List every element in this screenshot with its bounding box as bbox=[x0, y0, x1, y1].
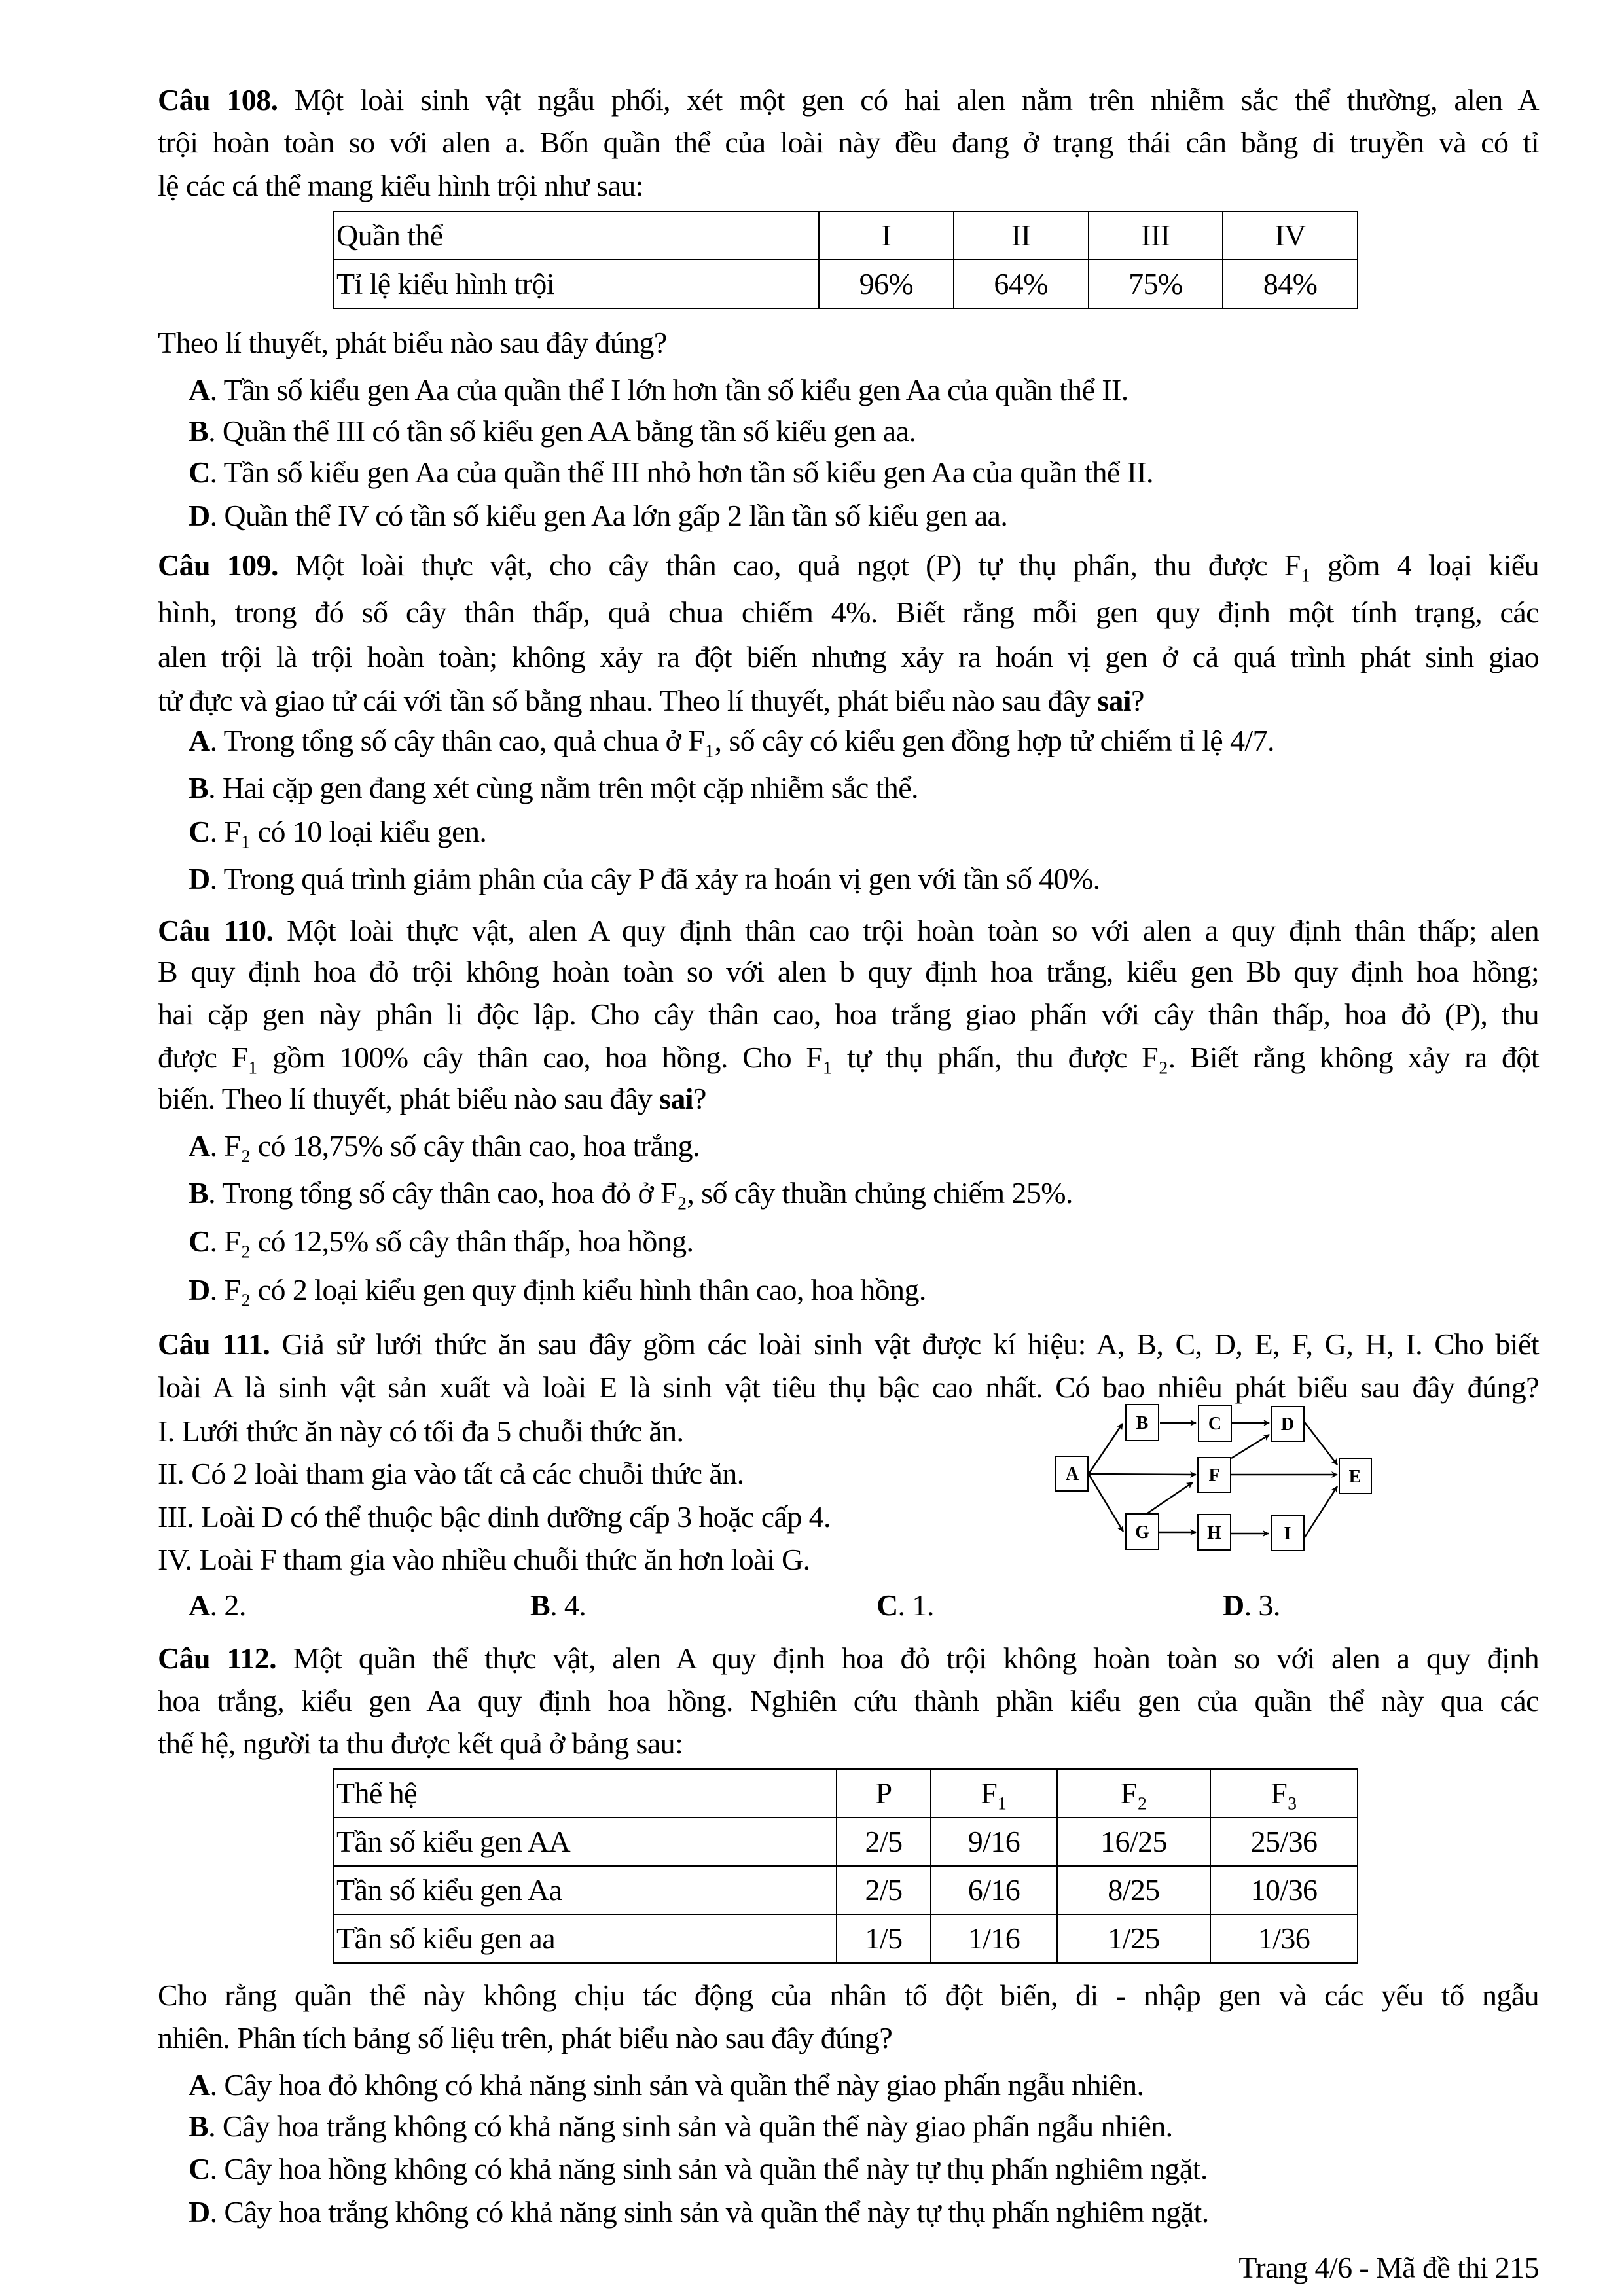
option-d[interactable] bbox=[189, 858, 1539, 900]
option-letter: C bbox=[189, 456, 210, 489]
option-text: . Cây hoa đỏ không có khả năng sinh sản và quần thể này giao phấn ngẫu nhiên. bbox=[209, 2068, 1144, 2102]
option-text: . F₁ có 10 loại kiểu gen. bbox=[209, 815, 487, 848]
question-text: hai cặp gen này phân li độc lập. Cho cây thân cao, hoa trắng giao phấn với cây thân thấp, hoa đỏ (P), thu bbox=[158, 997, 1539, 1031]
question-text: Một loài sinh vật ngẫu phối, xét một gen có hai alen nằm trên nhiễm sắc thể thường, alen A bbox=[294, 83, 1539, 117]
statement: II. Có 2 loài tham gia vào tất cả các chuỗi thức ăn. bbox=[158, 1457, 744, 1490]
table-row bbox=[333, 1866, 1358, 1914]
option-text: . Tần số kiểu gen Aa của quần thể I lớn hơn tần số kiểu gen Aa của quần thể II. bbox=[209, 373, 1128, 406]
option-text: . Hai cặp gen đang xét cùng nằm trên một cặp nhiễm sắc thể. bbox=[208, 771, 918, 804]
table-cell: F₂ bbox=[1057, 1769, 1210, 1818]
option-letter: A bbox=[189, 373, 210, 406]
answer-b[interactable] bbox=[530, 1585, 727, 1626]
option-text: . Tần số kiểu gen Aa của quần thể III nhỏ hơn tần số kiểu gen Aa của quần thể II. bbox=[209, 456, 1153, 489]
table-cell: Thế hệ bbox=[333, 1769, 837, 1818]
table-cell: 75% bbox=[1089, 260, 1223, 308]
genotype-frequency-table bbox=[333, 1768, 1358, 1964]
arrow-a-b bbox=[1089, 1424, 1123, 1474]
table-cell: IV bbox=[1223, 211, 1358, 260]
question-text: biến. Theo lí thuyết, phát biểu nào sau đây bbox=[158, 1082, 660, 1115]
page-footer: Trang 4/6 - Mã đề thi 215 bbox=[1238, 2251, 1539, 2284]
option-text: . Trong quá trình giảm phân của cây P đã xảy ra hoán vị gen với tần số 40%. bbox=[209, 862, 1100, 895]
option-letter: D bbox=[189, 862, 210, 895]
arrow-a-g bbox=[1089, 1474, 1123, 1532]
question-label: Câu 111. bbox=[158, 1327, 270, 1361]
question-112-line bbox=[158, 1638, 1539, 1679]
question-text: nhiên. Phân tích bảng số liệu trên, phát biểu nào sau đây đúng? bbox=[158, 2021, 893, 2054]
option-b[interactable] bbox=[189, 410, 1539, 452]
option-letter: B bbox=[189, 771, 209, 804]
option-text: . Quần thể IV có tần số kiểu gen Aa lớn gấp 2 lần tần số kiểu gen aa. bbox=[209, 499, 1008, 532]
option-text: . F₂ có 18,75% số cây thân cao, hoa trắng. bbox=[209, 1129, 700, 1162]
arrow-a-f bbox=[1089, 1474, 1196, 1475]
question-text: alen trội là trội hoàn toàn; không xảy ra đột biến nhưng xảy ra hoán vị gen ở cả quá trình phát sinh giao bbox=[158, 640, 1539, 673]
option-text: . Quần thể III có tần số kiểu gen AA bằng tần số kiểu gen aa. bbox=[208, 414, 916, 448]
option-text: . Cây hoa trắng không có khả năng sinh sản và quần thể này giao phấn ngẫu nhiên. bbox=[208, 2109, 1173, 2143]
question-text: thế hệ, người ta thu được kết quả ở bảng sau: bbox=[158, 1727, 683, 1760]
option-letter: C bbox=[876, 1588, 898, 1622]
emphasis: sai bbox=[659, 1082, 693, 1115]
table-row bbox=[333, 1914, 1358, 1963]
option-letter: B bbox=[189, 1176, 209, 1210]
table-cell: P bbox=[837, 1769, 931, 1818]
table-cell: 1/16 bbox=[931, 1914, 1057, 1963]
question-text: tử đực và giao tử cái với tần số bằng nhau. Theo lí thuyết, phát biểu nào sau đây bbox=[158, 684, 1098, 717]
question-label: Câu 110. bbox=[158, 914, 274, 947]
table-cell: 1/25 bbox=[1057, 1914, 1210, 1963]
question-text: loài A là sinh vật sản xuất và loài E là sinh vật tiêu thụ bậc cao nhất. Có bao nhiêu phát biểu sau đây đúng? bbox=[158, 1371, 1539, 1404]
option-letter: D bbox=[189, 1273, 210, 1306]
table-cell: 2/5 bbox=[837, 1866, 931, 1914]
table-cell: F₁ bbox=[931, 1769, 1057, 1818]
option-text: . 1. bbox=[897, 1588, 934, 1622]
option-d[interactable] bbox=[189, 2191, 1539, 2233]
node-label: E bbox=[1348, 1467, 1362, 1487]
table-cell: I bbox=[819, 211, 954, 260]
arrow-f-d bbox=[1231, 1435, 1269, 1458]
table-cell: Tỉ lệ kiểu hình trội bbox=[333, 260, 819, 308]
option-letter: C bbox=[189, 1225, 210, 1258]
question-text bbox=[158, 680, 1539, 722]
table-cell: Tần số kiểu gen Aa bbox=[333, 1866, 837, 1914]
option-letter: B bbox=[189, 414, 209, 448]
table-cell: 8/25 bbox=[1057, 1866, 1210, 1914]
table-cell: 2/5 bbox=[837, 1818, 931, 1866]
option-letter: A bbox=[189, 724, 210, 757]
option-c[interactable] bbox=[189, 2148, 1539, 2190]
table-cell: Tần số kiểu gen AA bbox=[333, 1818, 837, 1866]
option-text: . 2. bbox=[209, 1588, 246, 1622]
option-letter: D bbox=[189, 499, 210, 532]
table-cell: 25/36 bbox=[1210, 1818, 1358, 1866]
question-text bbox=[158, 1078, 1539, 1120]
question-text: được F₁ gồm 100% cây thân cao, hoa hồng. Cho F₁ tự thụ phấn, thu được F₂. Biết rằng không xảy ra đột bbox=[158, 1041, 1539, 1074]
question-text: B quy định hoa đỏ trội không hoàn toàn so với alen b quy định hoa trắng, kiểu gen Bb quy định hoa hồng; bbox=[158, 955, 1539, 988]
option-letter: A bbox=[189, 1588, 210, 1622]
option-letter: C bbox=[189, 815, 210, 848]
table-cell: 9/16 bbox=[931, 1818, 1057, 1866]
emphasis: sai bbox=[1097, 684, 1131, 717]
answer-a[interactable] bbox=[189, 1585, 385, 1626]
option-b[interactable] bbox=[189, 2106, 1539, 2147]
option-c[interactable] bbox=[189, 811, 1539, 853]
option-text: . 3. bbox=[1244, 1588, 1280, 1622]
table-cell: 6/16 bbox=[931, 1866, 1057, 1914]
node-label: I bbox=[1284, 1524, 1291, 1544]
table-cell: II bbox=[954, 211, 1089, 260]
option-c[interactable] bbox=[189, 452, 1539, 493]
table-cell: 1/36 bbox=[1210, 1914, 1358, 1963]
node-label: B bbox=[1136, 1413, 1149, 1433]
question-label: Câu 109. bbox=[158, 548, 278, 582]
question-text: trội hoàn toàn so với alen a. Bốn quần thể của loài này đều đang ở trạng thái cân bằng di truyền và có tỉ bbox=[158, 126, 1539, 159]
option-letter: D bbox=[189, 2195, 210, 2229]
table-cell: 16/25 bbox=[1057, 1818, 1210, 1866]
table-cell: F₃ bbox=[1210, 1769, 1358, 1818]
table-cell: 96% bbox=[819, 260, 954, 308]
node-label: H bbox=[1207, 1523, 1221, 1543]
question-text: hoa trắng, kiểu gen Aa quy định hoa hồng. Nghiên cứu thành phần kiểu gen của quần thể này qua các bbox=[158, 1684, 1539, 1717]
node-label: F bbox=[1208, 1465, 1220, 1486]
table-cell: 10/36 bbox=[1210, 1866, 1358, 1914]
question-text: Một quần thể thực vật, alen A quy định hoa đỏ trội không hoàn toàn so với alen a quy định bbox=[293, 1641, 1539, 1675]
node-label: C bbox=[1208, 1414, 1222, 1434]
table-row bbox=[333, 260, 1358, 308]
table-cell: 1/5 bbox=[837, 1914, 931, 1963]
option-a[interactable] bbox=[189, 369, 1539, 411]
option-letter: B bbox=[530, 1588, 550, 1622]
question-label: Câu 108. bbox=[158, 83, 278, 117]
table-row bbox=[333, 1818, 1358, 1866]
option-letter: C bbox=[189, 2152, 210, 2185]
question-108-line bbox=[158, 79, 1539, 121]
table-cell: 64% bbox=[954, 260, 1089, 308]
statement: I. Lưới thức ăn này có tối đa 5 chuỗi thức ăn. bbox=[158, 1414, 684, 1448]
option-a[interactable] bbox=[189, 1125, 1539, 1167]
food-web-diagram bbox=[1047, 1401, 1545, 1577]
option-d[interactable] bbox=[189, 495, 1539, 537]
arrow-d-e bbox=[1305, 1422, 1337, 1465]
option-letter: A bbox=[189, 1129, 210, 1162]
option-letter: A bbox=[189, 2068, 210, 2102]
question-111-line bbox=[158, 1323, 1539, 1365]
statement: III. Loài D có thể thuộc bậc dinh dưỡng cấp 3 hoặc cấp 4. bbox=[158, 1500, 831, 1534]
question-label: Câu 112. bbox=[158, 1641, 277, 1675]
option-text: . F₂ có 2 loại kiểu gen quy định kiểu hình thân cao, hoa hồng. bbox=[209, 1273, 926, 1306]
option-c[interactable] bbox=[189, 1221, 1539, 1263]
question-prompt: Theo lí thuyết, phát biểu nào sau đây đúng? bbox=[158, 326, 667, 359]
question-text: ? bbox=[1131, 684, 1144, 717]
table-cell: 84% bbox=[1223, 260, 1358, 308]
node-label: A bbox=[1065, 1464, 1079, 1484]
option-b[interactable] bbox=[189, 767, 1539, 809]
question-text: Một loài thực vật, cho cây thân cao, quả ngọt (P) tự thụ phấn, thu được F₁ gồm 4 loại kiểu bbox=[295, 548, 1539, 582]
arrow-g-f bbox=[1147, 1482, 1193, 1513]
node-label: D bbox=[1280, 1414, 1295, 1435]
option-text: . Trong tổng số cây thân cao, quả chua ở F₁, số cây có kiểu gen đồng hợp tử chiếm tỉ lệ 4/7. bbox=[209, 724, 1274, 757]
option-letter: D bbox=[1223, 1588, 1244, 1622]
question-text: Một loài thực vật, alen A quy định thân cao trội hoàn toàn so với alen a quy định thân thấp; alen bbox=[287, 914, 1539, 947]
node-label: G bbox=[1135, 1522, 1149, 1543]
option-letter: B bbox=[189, 2109, 209, 2143]
question-text: Giả sử lưới thức ăn sau đây gồm các loài sinh vật được kí hiệu: A, B, C, D, E, F, G, H, I. Cho biết bbox=[281, 1327, 1539, 1361]
answer-d[interactable] bbox=[1223, 1585, 1419, 1626]
option-text: . Trong tổng số cây thân cao, hoa đỏ ở F₂, số cây thuần chủng chiếm 25%. bbox=[208, 1176, 1073, 1210]
population-table bbox=[333, 211, 1358, 309]
answer-c[interactable] bbox=[876, 1585, 1073, 1626]
option-a[interactable] bbox=[189, 720, 1539, 762]
option-a[interactable] bbox=[189, 2064, 1539, 2106]
question-text: lệ các cá thể mang kiểu hình trội như sau: bbox=[158, 169, 643, 202]
option-text: . Cây hoa trắng không có khả năng sinh sản và quần thể này tự thụ phấn nghiêm ngặt. bbox=[209, 2195, 1209, 2229]
option-text: . Cây hoa hồng không có khả năng sinh sản và quần thể này tự thụ phấn nghiêm ngặt. bbox=[209, 2152, 1208, 2185]
question-text: hình, trong đó số cây thân thấp, quả chua chiếm 4%. Biết rằng mỗi gen quy định một tính trạng, các bbox=[158, 596, 1539, 629]
question-text: ? bbox=[693, 1082, 706, 1115]
table-cell: Quần thể bbox=[333, 211, 819, 260]
table-cell: III bbox=[1089, 211, 1223, 260]
question-110-line bbox=[158, 910, 1539, 952]
option-b[interactable] bbox=[189, 1172, 1539, 1214]
option-text: . 4. bbox=[550, 1588, 586, 1622]
question-109-line bbox=[158, 545, 1539, 586]
option-d[interactable] bbox=[189, 1269, 1539, 1311]
question-text: Cho rằng quần thể này không chịu tác động của nhân tố đột biến, di - nhập gen và các yếu tố ngẫu bbox=[158, 1979, 1539, 2012]
option-text: . F₂ có 12,5% số cây thân thấp, hoa hồng. bbox=[209, 1225, 694, 1258]
arrow-i-e bbox=[1305, 1486, 1337, 1537]
table-row bbox=[333, 211, 1358, 260]
table-row bbox=[333, 1769, 1358, 1818]
table-cell: Tần số kiểu gen aa bbox=[333, 1914, 837, 1963]
statement: IV. Loài F tham gia vào nhiều chuỗi thức ăn hơn loài G. bbox=[158, 1543, 810, 1576]
